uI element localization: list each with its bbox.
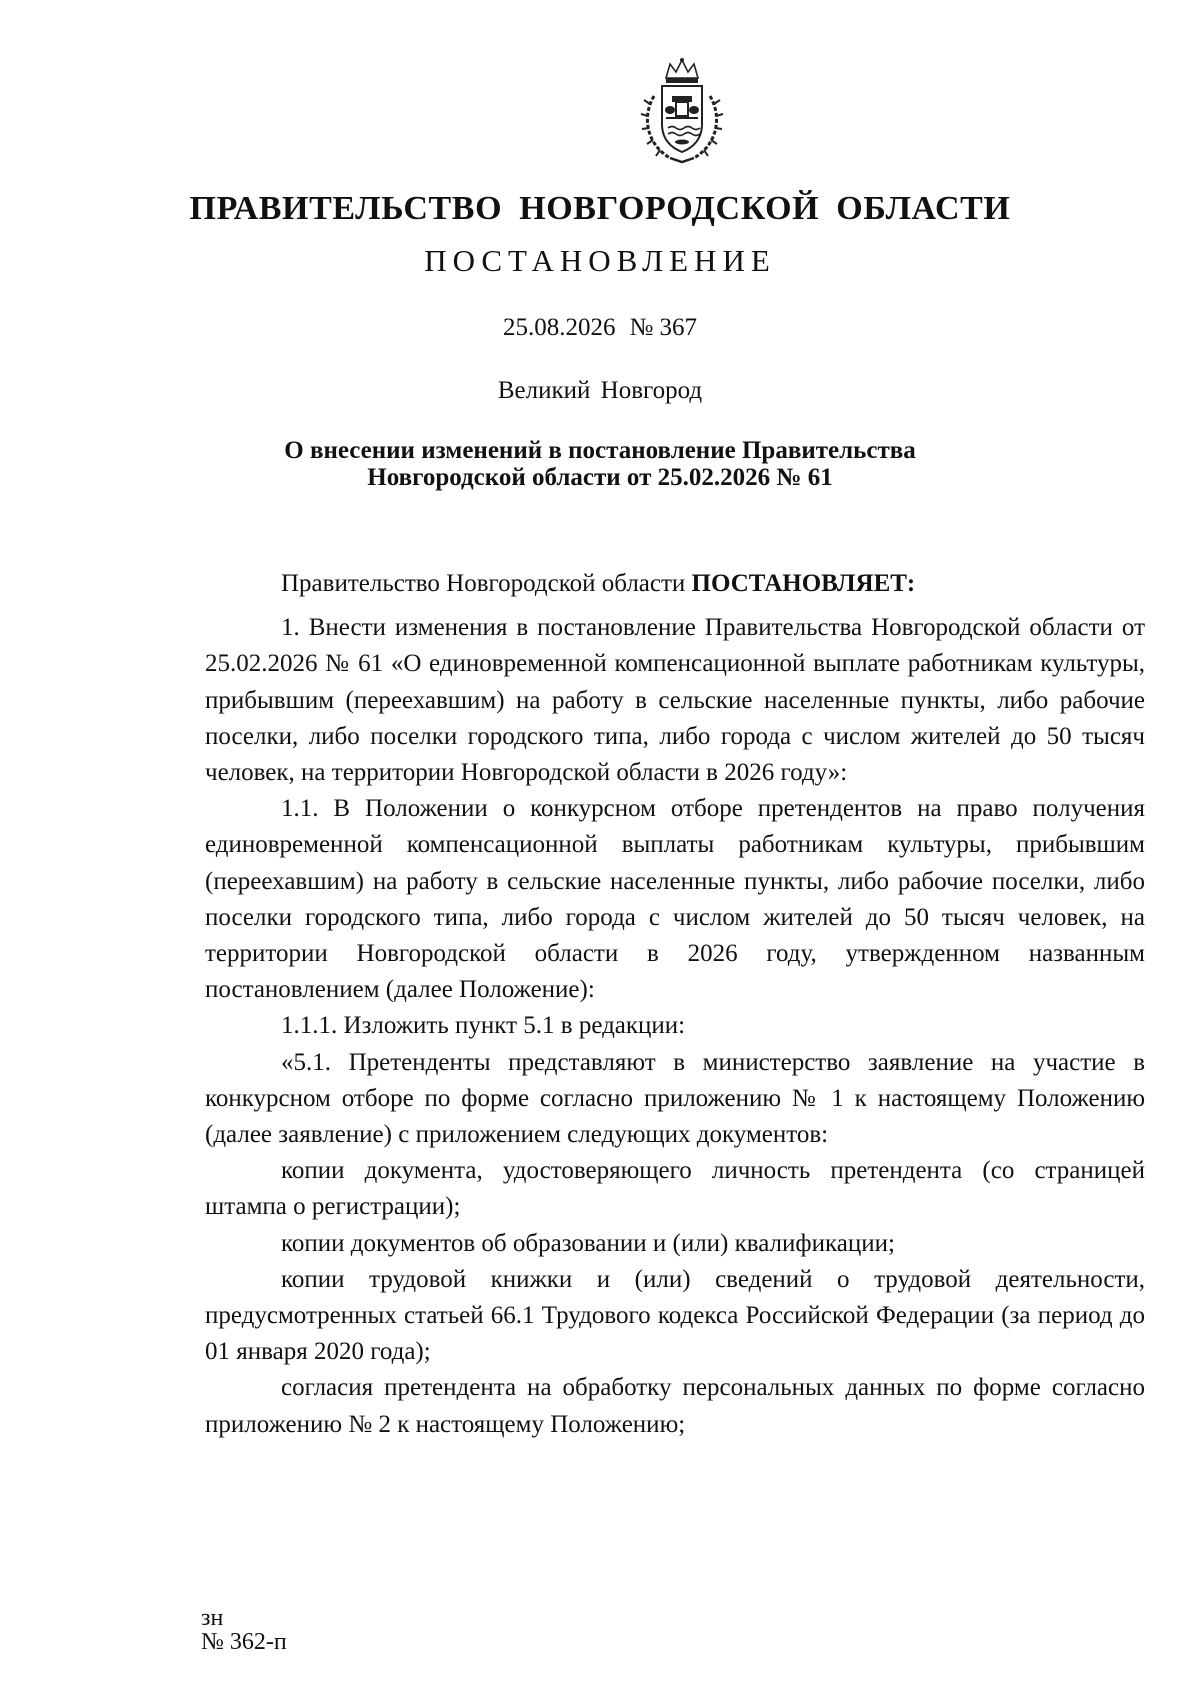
paragraph: копии документов об образовании и (или) квалификации; [281,1229,895,1257]
lead-bold: ПОСТАНОВЛЯЕТ: [691,570,916,597]
paragraph: 1.1. В Положении о конкурсном отборе претендентов на право получения единовременной компенсационной выплаты работникам культуры, прибывшим (переехавшим) на работу в сельские населенные пункты, либо рабочие поселки, либо поселки городского типа, либо города с числом жителей до 50 тысяч человек, на территории Новгородской области в 2026 году, утвержденном названным постановлением (далее Положение): [205,795,1145,1004]
city: Великий Новгород [497,377,703,404]
subject-line-1: О внесении изменений в постановление Правительства [284,437,916,464]
paragraph: 1. Внести изменения в постановление Правительства Новгородской области от 25.02.2026 № 61 «О единовременной компенсационной выплате работникам культуры, прибывшим (переехавшим) на работу в сельские населенные пункты, либо рабочие поселки, либо поселки городского типа, либо города с числом жителей до 50 тысяч человек, на территории Новгородской области в 2026 году»: [205,614,1145,787]
paragraph: копии документа, удостоверяющего личность претендента (со страницей штампа о регистрации); [205,1157,1145,1221]
organization-title: ПРАВИТЕЛЬСТВО НОВГОРОДСКОЙ ОБЛАСТИ [189,190,1011,227]
paragraph: 1.1.1. Изложить пункт 5.1 в редакции: [281,1012,686,1040]
document-date: 25.08.2026 [502,314,616,341]
footer-reg-number: № 362-п [201,1629,287,1655]
date-number-line [0,314,1200,342]
footer-note [201,1606,287,1654]
lead-text: Правительство Новгородской области [281,570,692,597]
document-body [205,566,1145,1443]
paragraph: «5.1. Претенденты представляют в министерство заявление на участие в конкурсном отборе по форме согласно приложению № 1 к настоящему Положению (далее заявление) с приложением следующих документов: [205,1048,1145,1149]
paragraph: копии трудовой книжки и (или) сведений о трудовой деятельности, предусмотренных статьей 66.1 Трудового кодекса Российской Федерации (за период до 01 января 2020 года); [205,1265,1145,1366]
footer-initials: зн [201,1605,224,1631]
document-subject [0,437,1200,491]
document-type: ПОСТАНОВЛЕНИЕ [424,243,776,278]
subject-line-2: Новгородской области от 25.02.2026 № 61 [367,464,833,491]
document-number: № 367 [629,314,698,341]
coat-of-arms-icon [636,56,728,166]
paragraph: согласия претендента на обработку персональных данных по форме согласно приложению № 2 к настоящему Положению; [205,1374,1145,1438]
resolution-lead [205,566,1145,602]
